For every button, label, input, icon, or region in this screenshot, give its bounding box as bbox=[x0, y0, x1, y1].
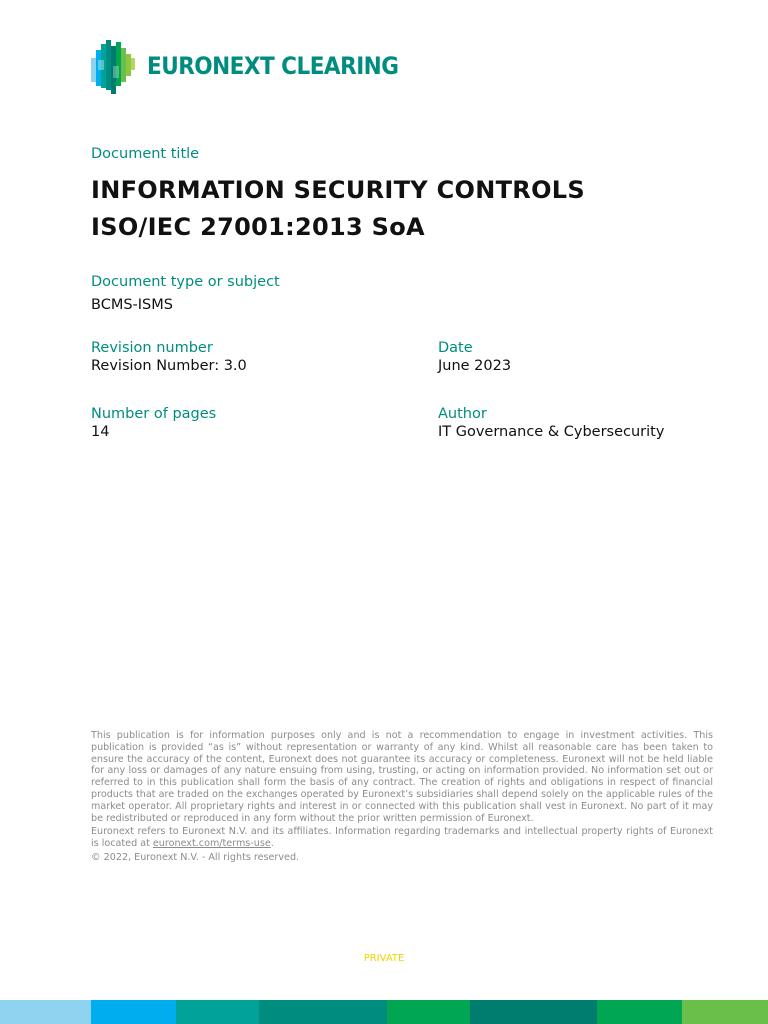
stripe-segment bbox=[597, 1000, 682, 1024]
revision-number-value: Revision Number: 3.0 bbox=[91, 358, 247, 374]
date-label: Date bbox=[438, 340, 473, 356]
stripe-segment bbox=[470, 1000, 597, 1024]
disclaimer-paragraph-1: This publication is for information purposes only and is not a recommendation to engage in investment activities. This publication is provided “as is” without representation or warranty of any kind. Whilst all reasonable care has been taken to ensure the accuracy of the content, Euronext does not guarantee its accuracy or completeness. Euronext will not be held liable for any loss or damages of any nature ensuing from using, trusting, or acting on information provided. No information set out or referred to in this publication shall form the basis of any contract. The creation of rights and obligations in respect of financial products that are traded on the exchanges operated by Euronext’s subsidiaries shall depend solely on the applicable rules of the market operator. All proprietary rights and interest in or connected with this publication shall vest in Euronext. No part of it may be redistributed or reproduced in any form without the prior written permission of Euronext. bbox=[91, 730, 713, 824]
document-title-label: Document title bbox=[91, 146, 200, 162]
document-title-line-1: INFORMATION SECURITY CONTROLS bbox=[91, 176, 585, 204]
disclaimer-paragraph-2-end: . bbox=[270, 838, 274, 850]
copyright-notice: © 2022, Euronext N.V. - All rights reserved. bbox=[91, 851, 300, 863]
classification-label: PRIVATE bbox=[363, 953, 405, 964]
author-value: IT Governance & Cybersecurity bbox=[438, 424, 665, 440]
stripe-segment bbox=[0, 1000, 91, 1024]
number-of-pages-label: Number of pages bbox=[91, 406, 217, 422]
author-label: Author bbox=[438, 406, 487, 422]
footer-color-stripe bbox=[0, 1000, 768, 1024]
terms-use-link[interactable]: euronext.com/terms-use bbox=[152, 838, 271, 850]
stripe-segment bbox=[91, 1000, 176, 1024]
euronext-clearing-logo bbox=[91, 40, 399, 96]
document-title bbox=[91, 172, 585, 246]
disclaimer-paragraph-2 bbox=[91, 826, 713, 850]
stripe-segment bbox=[259, 1000, 387, 1024]
document-title-line-2: ISO/IEC 27001:2013 SoA bbox=[91, 213, 425, 241]
legal-disclaimer bbox=[91, 730, 713, 866]
document-type-value: BCMS-ISMS bbox=[91, 297, 173, 313]
date-value: June 2023 bbox=[438, 358, 512, 374]
revision-number-label: Revision number bbox=[91, 340, 213, 356]
disclaimer-paragraph-2-text: Euronext refers to Euronext N.V. and its affiliates. Information regarding trademarks and intellectual property rights of Euronext is located at bbox=[91, 826, 713, 850]
stripe-segment bbox=[682, 1000, 768, 1024]
document-type-label: Document type or subject bbox=[91, 274, 280, 290]
euronext-logo-mark-icon bbox=[91, 40, 141, 96]
number-of-pages-value: 14 bbox=[91, 424, 110, 440]
stripe-segment bbox=[176, 1000, 259, 1024]
logo-text: EURONEXT CLEARING bbox=[147, 52, 399, 80]
stripe-segment bbox=[387, 1000, 470, 1024]
